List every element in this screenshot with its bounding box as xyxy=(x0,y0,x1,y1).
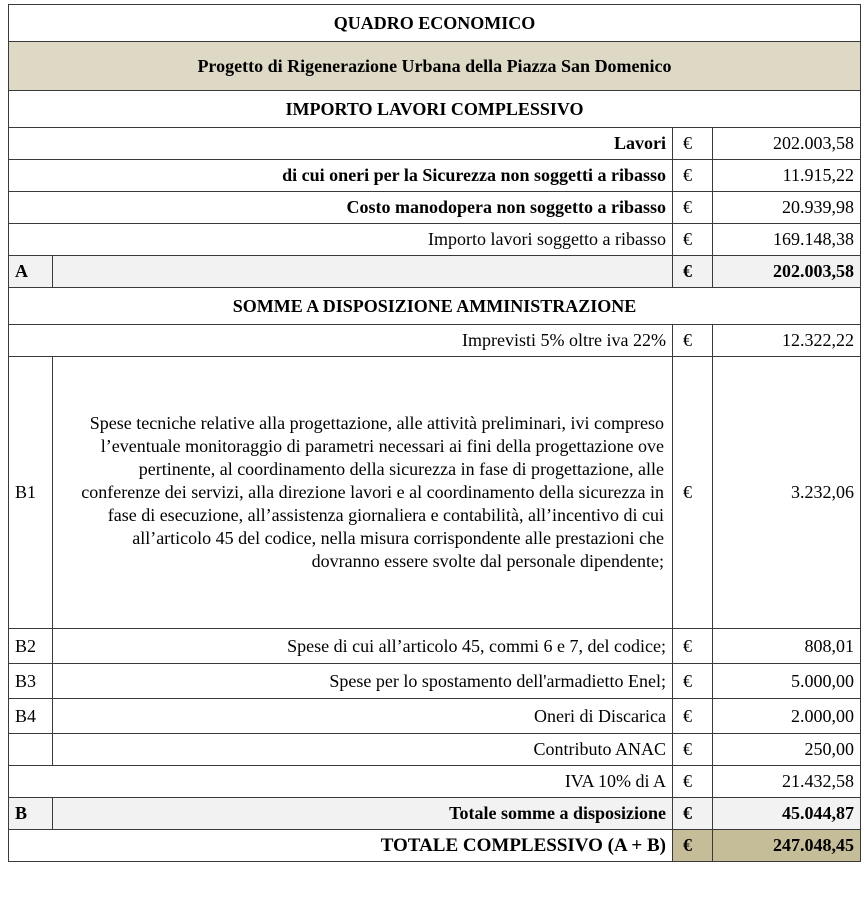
euro-sign: € xyxy=(673,325,713,357)
row-label: Imprevisti 5% oltre iva 22% xyxy=(9,325,673,357)
table-row xyxy=(9,224,861,256)
euro-sign: € xyxy=(673,128,713,160)
row-value: 12.322,22 xyxy=(713,325,861,357)
row-value: 250,00 xyxy=(713,734,861,766)
euro-sign: € xyxy=(673,699,713,734)
row-label: Contributo ANAC xyxy=(53,734,673,766)
row-label: IVA 10% di A xyxy=(9,766,673,798)
row-label: Spese tecniche relative alla progettazione, alle attività preliminari, ivi compreso l’eventuale monitoraggio di parametri necessari ai fini della progettazione ove pertinente, al coordinamento della sicurezza in fase di progettazione, alle conferenze dei servizi, alla direzione lavori e al coordinamento della sicurezza in fase di esecuzione, all’assistenza giornaliera e contabilità, all’incentivo di cui all’articolo 45 del codice, nella misura corrispondente alle prestazioni che dovranno essere svolte dal personale dipendente; xyxy=(53,357,673,629)
table-row xyxy=(9,734,861,766)
quadro-economico-table xyxy=(8,4,861,862)
row-value: 2.000,00 xyxy=(713,699,861,734)
table-row xyxy=(9,699,861,734)
row-label: Spese di cui all’articolo 45, commi 6 e 7, del codice; xyxy=(53,629,673,664)
row-code xyxy=(9,734,53,766)
row-label: Importo lavori soggetto a ribasso xyxy=(9,224,673,256)
table-title: QUADRO ECONOMICO xyxy=(9,5,861,42)
grand-total-value: 247.048,45 xyxy=(713,830,861,862)
table-row xyxy=(9,766,861,798)
euro-sign: € xyxy=(673,798,713,830)
euro-sign: € xyxy=(673,629,713,664)
row-value: 202.003,58 xyxy=(713,128,861,160)
row-label: di cui oneri per la Sicurezza non soggetti a ribasso xyxy=(9,160,673,192)
table-row xyxy=(9,325,861,357)
grand-total-row xyxy=(9,830,861,862)
euro-sign: € xyxy=(673,357,713,629)
euro-sign: € xyxy=(673,192,713,224)
row-label: Costo manodopera non soggetto a ribasso xyxy=(9,192,673,224)
subtotal-b-row xyxy=(9,798,861,830)
row-value: 808,01 xyxy=(713,629,861,664)
table-row xyxy=(9,192,861,224)
euro-sign: € xyxy=(673,256,713,288)
row-label: Lavori xyxy=(9,128,673,160)
row-code: B2 xyxy=(9,629,53,664)
row-code: A xyxy=(9,256,53,288)
row-code: B4 xyxy=(9,699,53,734)
euro-sign: € xyxy=(673,766,713,798)
row-value: 3.232,06 xyxy=(713,357,861,629)
table-row xyxy=(9,128,861,160)
table-row xyxy=(9,629,861,664)
row-code: B3 xyxy=(9,664,53,699)
euro-sign: € xyxy=(673,664,713,699)
euro-sign: € xyxy=(673,224,713,256)
row-value: 20.939,98 xyxy=(713,192,861,224)
project-subtitle: Progetto di Rigenerazione Urbana della Piazza San Domenico xyxy=(9,42,861,91)
row-label: Totale somme a disposizione xyxy=(53,798,673,830)
table-row xyxy=(9,160,861,192)
row-value: 169.148,38 xyxy=(713,224,861,256)
row-value: 11.915,22 xyxy=(713,160,861,192)
row-value: 45.044,87 xyxy=(713,798,861,830)
row-code: B1 xyxy=(9,357,53,629)
table-row xyxy=(9,664,861,699)
table-row xyxy=(9,357,861,629)
section-b-heading: SOMME A DISPOSIZIONE AMMINISTRAZIONE xyxy=(9,288,861,325)
section-a-heading: IMPORTO LAVORI COMPLESSIVO xyxy=(9,91,861,128)
row-code: B xyxy=(9,798,53,830)
row-label: Oneri di Discarica xyxy=(53,699,673,734)
euro-sign: € xyxy=(673,160,713,192)
row-value: 202.003,58 xyxy=(713,256,861,288)
row-label: Spese per lo spostamento dell'armadietto Enel; xyxy=(53,664,673,699)
euro-sign: € xyxy=(673,734,713,766)
subtotal-a-row xyxy=(9,256,861,288)
row-value: 5.000,00 xyxy=(713,664,861,699)
row-label xyxy=(53,256,673,288)
grand-total-label: TOTALE COMPLESSIVO (A + B) xyxy=(9,830,673,862)
row-value: 21.432,58 xyxy=(713,766,861,798)
euro-sign: € xyxy=(673,830,713,862)
